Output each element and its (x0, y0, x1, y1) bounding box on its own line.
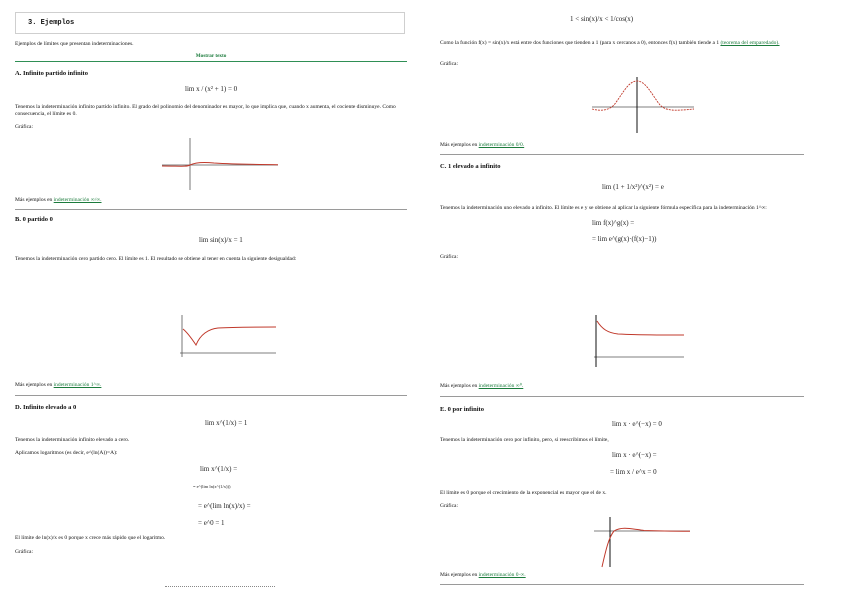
log-text-d: Aplicamos logaritmos (es decir, e^(ln(A))=A): (15, 450, 118, 456)
more-e-prefix: Más ejemplos en (440, 572, 478, 578)
step-d-4: = e^0 = 1 (198, 519, 225, 527)
conclusion-d: El límite de ln(x)/x es 0 porque x crece más rápido que el logaritmo. (15, 535, 166, 541)
text-d: Tenemos la indeterminación infinito elevado a cero. (15, 437, 130, 443)
formula-c: lim (1 + 1/x²)^(x²) = e (602, 183, 664, 191)
more-c-link[interactable]: indeterminación ∞⁰. (478, 383, 524, 389)
heading-c: C. 1 elevado a infinito (440, 163, 501, 170)
divider-b (15, 395, 407, 396)
formula-d: lim x^(1/x) = 1 (205, 419, 248, 427)
step-d-1: lim x^(1/x) = (200, 465, 238, 473)
divider-c (440, 396, 804, 397)
step-d-3: = e^(lim ln(x)/x) = (198, 502, 251, 510)
graph-label-e: Gráfica: (440, 503, 459, 509)
graph-rt-bg (590, 75, 696, 135)
graph-c (590, 313, 686, 369)
more-b-link[interactable]: indeterminación 1^∞. (53, 382, 102, 388)
text-a: Tenemos la indeterminación infinito partido infinito. El grado del polinomio del denominador es mayor, lo que implica que, cuando x aumenta, el cociente disminuye. Como consecuencia, el límite es 0. (15, 104, 396, 117)
step-e-2: = lim x / e^x = 0 (610, 468, 657, 476)
graph-label-c: Gráfica: (440, 254, 459, 260)
graph-c-bg (590, 313, 686, 369)
divider-rt (440, 154, 804, 155)
more-a-link[interactable]: indeterminación ∞/∞. (53, 197, 102, 203)
conclusion-e: El límite es 0 porque el crecimiento de la exponencial es mayor que el de x. (440, 490, 607, 496)
heading-b: B. 0 partido 0 (15, 216, 53, 223)
more-rt (440, 142, 524, 149)
graph-label-a: Gráfica: (15, 124, 34, 130)
graph-d-partial (165, 586, 275, 589)
graph-b (178, 313, 278, 359)
heading-d: D. Infinito elevado a 0 (15, 404, 77, 411)
show-text-toggle[interactable]: Mostrar texto (195, 53, 227, 59)
more-rt-link[interactable]: indeterminación 0/0. (478, 142, 525, 148)
step-e-1: lim x · e^(−x) = (612, 451, 657, 459)
graph-rt (590, 75, 696, 135)
formula-e: lim x · e^(−x) = 0 (612, 420, 662, 428)
graph-a (160, 136, 280, 192)
section-title: 3. Ejemplos (28, 19, 75, 27)
section-header-box (15, 12, 405, 34)
right-top-text (440, 40, 804, 47)
graph-b-bg (178, 313, 278, 359)
divider-a (15, 209, 407, 210)
right-top-text-main: Como la función f(x) = sin(x)/x está entre dos funciones que tienden a 1 (para x cercanos a 0), entonces f(x) también tiende a 1 (440, 40, 720, 46)
sandwich-theorem-link[interactable]: (teorema del emparedado). (720, 40, 780, 46)
formula-b: lim sin(x)/x = 1 (199, 236, 243, 244)
text-e: Tenemos la indeterminación cero por infinito, pero, si reescribimos el límite, (440, 437, 609, 443)
divider-e (440, 584, 804, 585)
graph-label-rt: Gráfica: (440, 61, 459, 67)
step-c-2: = lim e^(g(x)·(f(x)−1)) (592, 235, 657, 243)
more-b (15, 382, 101, 389)
more-e (440, 572, 526, 579)
more-a-prefix: Más ejemplos en (15, 197, 53, 203)
section-intro: Ejemplos de límites que presentan indeterminaciones. (15, 41, 134, 47)
more-c-prefix: Más ejemplos en (440, 383, 478, 389)
formula-a: lim x / (x² + 1) = 0 (185, 85, 238, 93)
toggle-underline (15, 61, 407, 62)
heading-e: E. 0 por infinito (440, 406, 484, 413)
more-rt-prefix: Más ejemplos en (440, 142, 478, 148)
more-a (15, 197, 102, 204)
graph-e (592, 515, 692, 569)
text-b: Tenemos la indeterminación cero partido cero. El límite es 1. El resultado se obtiene al tener en cuenta la siguiente desigualdad: (15, 256, 297, 262)
step-c-1: lim f(x)^g(x) = (592, 219, 635, 227)
graph-a-bg (160, 136, 280, 192)
heading-a: A. Infinito partido infinito (15, 70, 88, 77)
text-c: Tenemos la indeterminación uno elevado a infinito. El límite es e y se obtiene al aplicar la siguiente fórmula específica para la indeterminación 1^∞: (440, 205, 767, 211)
more-e-link[interactable]: indeterminación 0·∞. (478, 572, 526, 578)
inequality: 1 < sin(x)/x < 1/cos(x) (570, 15, 634, 23)
graph-label-d: Gráfica: (15, 549, 34, 555)
more-b-prefix: Más ejemplos en (15, 382, 53, 388)
more-c (440, 383, 523, 390)
step-d-2: = e^(lim ln(x^(1/x))) (193, 484, 231, 489)
graph-e-bg (592, 515, 692, 569)
